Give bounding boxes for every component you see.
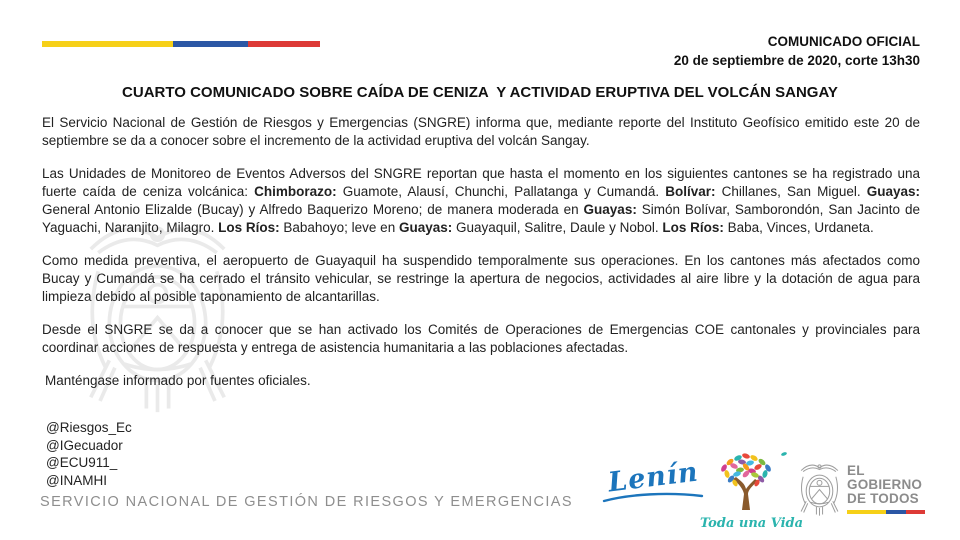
handle-inamhi: @INAMHI xyxy=(46,472,107,488)
lenin-signature-logo xyxy=(598,456,708,503)
paragraph-advice xyxy=(42,372,920,390)
lenin-signature-text: Lenín xyxy=(606,456,700,499)
text-run: Manténgase informado por fuentes oficiales. xyxy=(45,373,311,388)
toda-una-vida-tree-icon xyxy=(700,450,792,512)
handle-igecuador: @IGecuador xyxy=(46,437,123,453)
province-name-bold: Chimborazo: xyxy=(254,184,337,199)
paragraph-coe-activation xyxy=(42,321,920,357)
text-run: Guamote, Alausí, Chunchi, Pallatanga y Cumandá. xyxy=(336,184,666,199)
text-run: General Antonio Elizalde (Bucay) y Alfredo Baquerizo Moreno; de manera moderada en xyxy=(42,202,584,217)
body-text xyxy=(42,114,920,405)
gobierno-line-el: EL xyxy=(847,463,865,478)
province-name-bold: Los Ríos: xyxy=(218,220,280,235)
text-run: El Servicio Nacional de Gestión de Riesgos y Emergencias (SNGRE) informa que, mediante reporte del Instituto Geofísico emitido este 20 de septiembre se da a conocer sobre el incremento de la actividad eruptiva del volcán Sangay. xyxy=(42,115,920,148)
handle-ecu911: @ECU911_ xyxy=(46,455,118,470)
province-name-bold: Los Ríos: xyxy=(662,220,724,235)
flag-red-segment xyxy=(906,510,926,514)
flag-blue-segment xyxy=(886,510,906,514)
gobierno-de-todos-text xyxy=(847,464,925,514)
text-run: Chillanes, San Miguel. xyxy=(715,184,867,199)
comunicado-oficial-label: COMUNICADO OFICIAL xyxy=(767,34,920,49)
ecuador-flag-stripe xyxy=(42,41,320,47)
flag-blue-segment xyxy=(173,41,248,47)
text-run: Babahoyo; leve en xyxy=(279,220,399,235)
gobierno-line-gobierno: GOBIERNO xyxy=(847,477,923,492)
text-run: Las Unidades de Monitoreo de Eventos Adversos del SNGRE reportan que hasta el momento en los siguientes cantones se ha registrado una fuerte caída de ceniza volcánica: xyxy=(42,166,920,199)
gobierno-flag-stripe xyxy=(847,510,925,514)
text-run: Simón Bolívar, Samborondón, San Jacinto de Yaguachi, Naranjito, Milagro. xyxy=(42,202,920,235)
social-handles xyxy=(46,419,132,489)
province-name-bold: Bolívar: xyxy=(665,184,716,199)
text-run: Guayaquil, Salitre, Daule y Nobol. xyxy=(452,220,663,235)
sngre-wordmark: SERVICIO NACIONAL DE GESTIÓN DE RIESGOS Y EMERGENCIAS xyxy=(40,494,573,510)
paragraph-preventive-measures xyxy=(42,252,920,306)
page-title: CUARTO COMUNICADO SOBRE CAÍDA DE CENIZA Y ACTIVIDAD ERUPTIVA DEL VOLCÁN SANGAY xyxy=(122,84,838,101)
toda-una-vida-logo xyxy=(700,450,804,531)
document-date: 20 de septiembre de 2020, corte 13h30 xyxy=(673,53,920,68)
paragraph-ashfall-report xyxy=(42,165,920,237)
gobierno-de-todos-logo xyxy=(797,460,925,520)
paragraph-intro xyxy=(42,114,920,150)
gobierno-line-de-todos: DE TODOS xyxy=(847,491,919,506)
flag-yellow-segment xyxy=(847,510,886,514)
document-header xyxy=(674,32,920,70)
text-run: Como medida preventiva, el aeropuerto de Guayaquil ha suspendido temporalmente sus operaciones. En los cantones más afectados como Bucay y Cumandá se ha cerrado el tránsito vehicular, se restringe la apertura de negocios, actividades al aire libre y la dotación de agua para limpieza debido al posible taponamiento de alcantarillas. xyxy=(42,253,920,304)
province-name-bold: Guayas: xyxy=(583,202,637,217)
toda-una-vida-label: Toda una Vida xyxy=(700,516,804,531)
text-run: Baba, Vinces, Urdaneta. xyxy=(723,220,874,235)
ecuador-coat-of-arms-icon xyxy=(797,460,842,520)
flag-red-segment xyxy=(248,41,320,47)
handle-riesgos-ec: @Riesgos_Ec xyxy=(46,420,132,435)
province-name-bold: Guayas: xyxy=(398,220,453,235)
flag-yellow-segment xyxy=(42,41,173,47)
text-run: Desde el SNGRE se da a conocer que se han activado los Comités de Operaciones de Emergencias COE cantonales y provinciales para coordinar acciones de respuesta y entrega de asistencia humanitaria a las poblaciones afectadas. xyxy=(42,322,920,355)
province-name-bold: Guayas: xyxy=(866,184,920,199)
